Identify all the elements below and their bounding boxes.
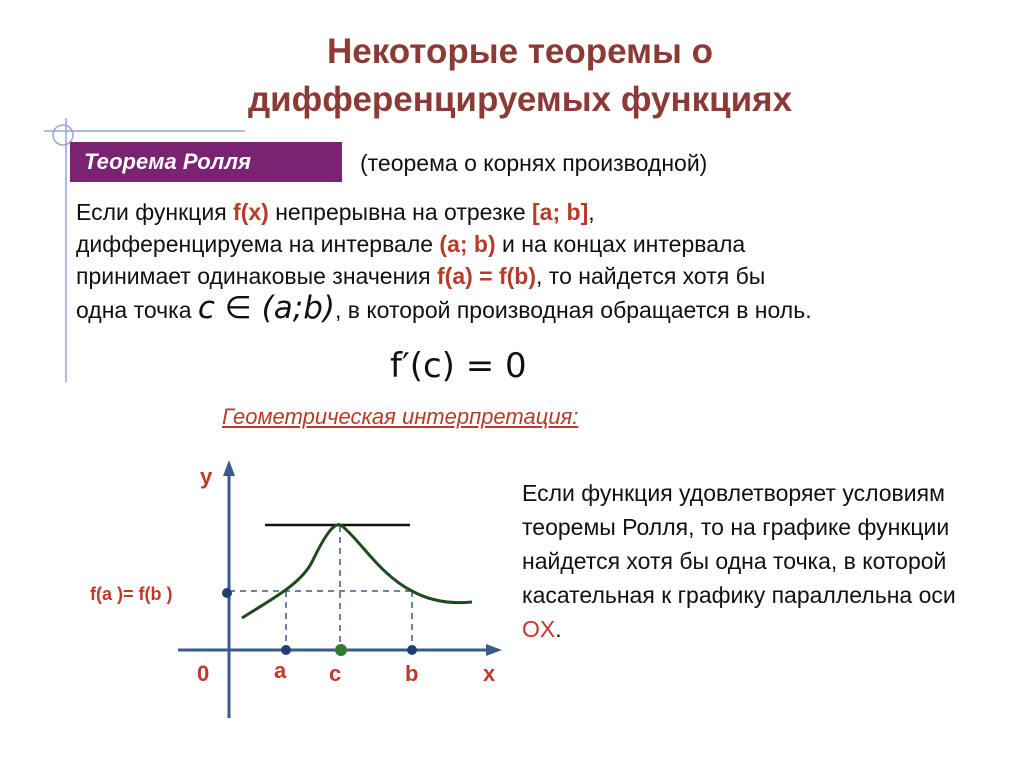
- function-curve: [242, 525, 472, 618]
- point-c: [335, 644, 347, 656]
- text-span: , в которой производная обращается в ноль.: [334, 297, 812, 323]
- y-axis-arrow: [223, 460, 235, 476]
- explanation-end: .: [555, 616, 562, 642]
- x-axis-label: x: [483, 661, 496, 686]
- interval-term: (a; b): [439, 231, 496, 257]
- theorem-badge: Теорема Ролля: [70, 142, 342, 182]
- a-label: a: [274, 658, 287, 683]
- text-span: ,: [588, 199, 595, 225]
- text-span: принимает одинаковые значения: [76, 263, 437, 289]
- fa-fb-label: f(a )= f(b ): [90, 584, 173, 604]
- text-span: непрерывна на отрезке: [268, 199, 533, 225]
- segment-term: [a; b]: [532, 199, 589, 225]
- explanation-text: Если функция удовлетворяет условиям теоремы Ролля, то на графике функции найдется хотя бы одна точка, в которой касательная к графику параллельна оси: [522, 480, 956, 608]
- title-line-2: дифференцируемых функциях: [247, 80, 793, 119]
- title-line-1: Некоторые теоремы о: [326, 32, 714, 71]
- theorem-subtitle: (теорема о корнях производной): [360, 150, 708, 176]
- math-ab: (a;b): [261, 290, 335, 326]
- text-span: Если функция: [76, 199, 234, 225]
- fx-term: f(x): [233, 199, 269, 225]
- math-c: c: [197, 290, 215, 326]
- geometric-heading: Геометрическая интерпретация:: [222, 404, 579, 429]
- point-b: [407, 645, 417, 655]
- derivative-formula: f′(c) = 0: [390, 346, 527, 386]
- c-label: c: [329, 661, 342, 686]
- b-label: b: [405, 661, 419, 686]
- math-in: ∈: [214, 290, 262, 326]
- text-span: , то найдется хотя бы: [536, 263, 766, 289]
- equal-values-term: f(a) = f(b): [437, 263, 537, 289]
- x-axis-arrow: [486, 644, 502, 656]
- origin-label: 0: [197, 661, 210, 686]
- geometric-explanation: [522, 476, 992, 646]
- axis-ox: OX: [522, 616, 556, 642]
- fa-fb-point: [222, 588, 232, 598]
- y-axis-label: y: [200, 464, 213, 489]
- text-span: одна точка: [76, 297, 198, 323]
- text-span: и на концах интервала: [495, 231, 746, 257]
- text-span: дифференцируема на интервале: [76, 231, 440, 257]
- point-a: [281, 645, 291, 655]
